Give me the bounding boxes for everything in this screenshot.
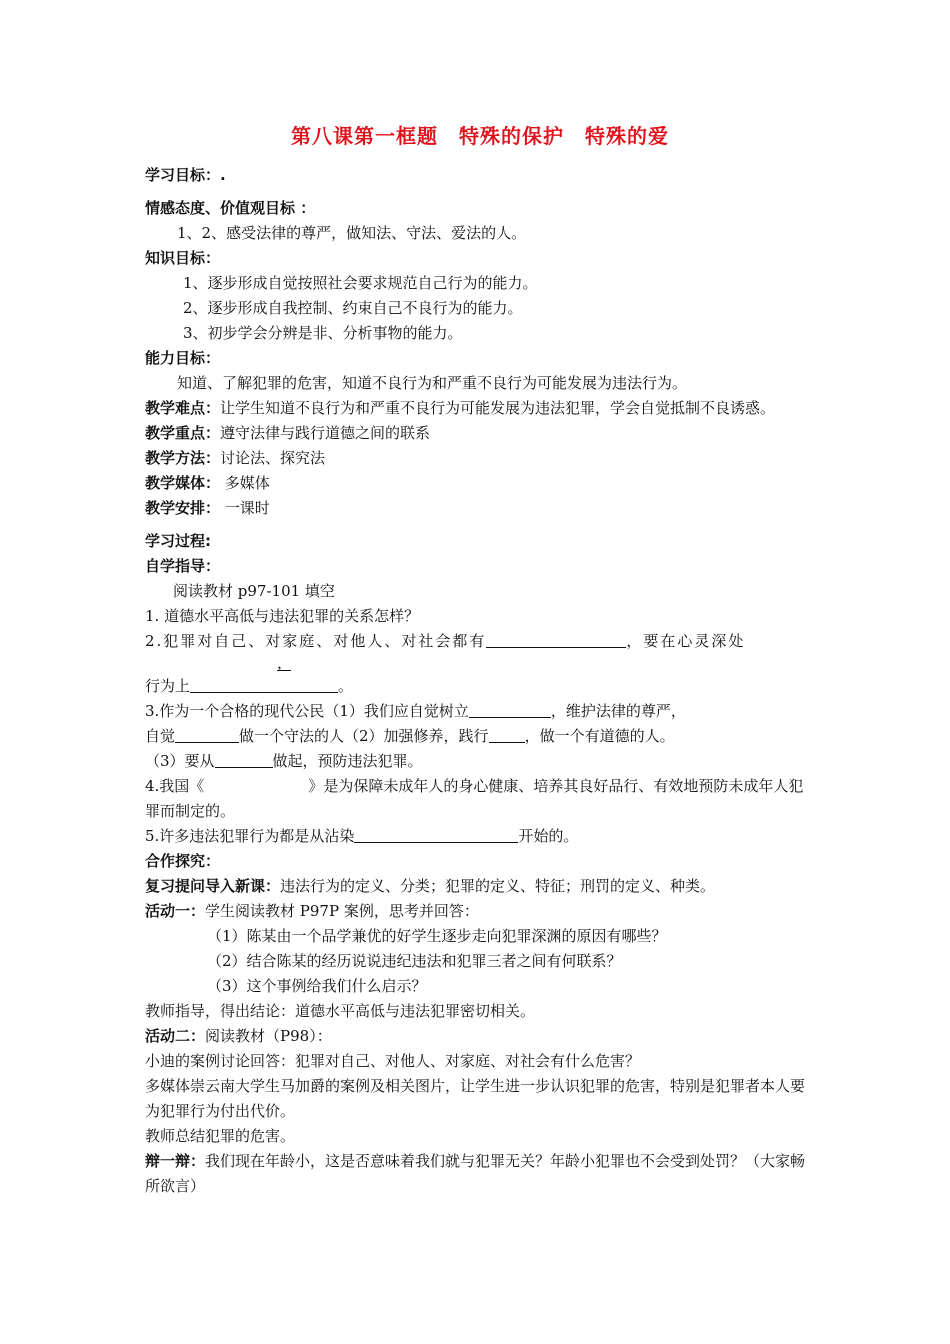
review-text: 违法行为的定义、分类；犯罪的定义、特征；刑罚的定义、种类。 (280, 877, 716, 895)
blank-3a[interactable] (469, 701, 551, 718)
question-3-line (145, 699, 815, 724)
emotion-heading: 情感态度、价值观目标 ： (145, 199, 316, 217)
focus-line (145, 421, 815, 446)
method-line (145, 446, 815, 471)
activity-2-summary: 教师总结犯罪的危害。 (145, 1127, 296, 1145)
method-text: 讨论法、探究法 (220, 449, 326, 467)
difficulty-label: 教学难点： (145, 399, 221, 417)
process-heading: 学习过程: (145, 532, 211, 550)
question-4-text-b: 》是为保障未成年人的身心健康、培养其良好品行、有效地预防未成年人犯罪而制定的。 (145, 777, 804, 820)
question-1: 1. 道德水平高低与违法犯罪的关系怎样？ (145, 607, 420, 625)
question-5-text-a: 5.许多违法犯罪行为都是从沾染 (145, 827, 355, 845)
activity-2-text: 阅读教材（P98）： (205, 1027, 332, 1045)
question-3-text-c: 自觉 (145, 727, 176, 745)
question-3-text-d: 做一个守法的人（2）加强修养，践行 (239, 727, 489, 745)
debate-text: 我们现在年龄小，这是否意味着我们就与犯罪无关？年龄小犯罪也不会受到处罚？（大家畅所欲言） (145, 1152, 806, 1195)
question-2-cont (145, 674, 815, 699)
activity-1-conclusion: 教师指导，得出结论：道德水平高低与违法犯罪密切相关。 (145, 1002, 536, 1020)
media-text: 多媒体 (220, 474, 270, 492)
selfstudy-heading: 自学指导： (145, 557, 221, 575)
debate-paragraph (145, 1149, 815, 1199)
method-label: 教学方法： (145, 449, 221, 467)
question-3-text-a: 3.作为一个合格的现代公民（1）我们应自觉树立 (145, 702, 469, 720)
read-instruction: 阅读教材 p97-101 填空 (173, 582, 335, 600)
question-4-text-a: 4.我国《 (145, 777, 205, 795)
activity-1-line (145, 899, 815, 924)
question-2-text-b: ，要在心灵深处 (626, 632, 746, 650)
blank-3d[interactable] (215, 751, 273, 768)
activity-1-text: 学生阅读教材 P97P 案例，思考并回答： (205, 902, 479, 920)
question-3-cont2 (145, 749, 815, 774)
question-2-line (145, 629, 815, 654)
activity-1-label: 活动一： (145, 902, 206, 920)
difficulty-paragraph (145, 396, 815, 421)
blank-2b[interactable]: ， (277, 654, 293, 672)
activity-1-item: （1）陈某由一个品学兼优的好学生逐步走向犯罪深渊的原因有哪些？ (207, 927, 667, 945)
activity-1-item: （2）结合陈某的经历说说违纪违法和犯罪三者之间有何联系？ (207, 952, 622, 970)
focus-label: 教学重点： (145, 424, 221, 442)
activity-2-discussion: 小迪的案例讨论回答：犯罪对自己、对他人、对家庭、对社会有什么危害？ (145, 1052, 641, 1070)
question-5-text-b: 开始的。 (518, 827, 579, 845)
question-3-text-g: 做起，预防违法犯罪。 (272, 752, 423, 770)
schedule-line (145, 496, 815, 521)
blank-3c[interactable] (489, 726, 525, 743)
question-3-text-f: （3）要从 (145, 752, 215, 770)
coop-heading: 合作探究： (145, 852, 221, 870)
debate-label: 辩一辩： (145, 1152, 206, 1170)
ability-text: 知道、了解犯罪的危害，知道不良行为和严重不良行为可能发展为违法行为。 (177, 374, 688, 392)
knowledge-item: 1、逐步形成自觉按照社会要求规范自己行为的能力。 (183, 274, 538, 292)
question-3-text-b: ，维护法律的尊严， (550, 702, 686, 720)
question-3-text-e: ，做一个有道德的人。 (524, 727, 675, 745)
emotion-item: 1、2、感受法律的尊严，做知法、守法、爱法的人。 (177, 224, 527, 242)
page-title: 第八课第一框题 特殊的保护 特殊的爱 (291, 124, 669, 148)
question-3-cont (145, 724, 815, 749)
focus-text: 遵守法律与践行道德之间的联系 (220, 424, 431, 442)
knowledge-item: 2、逐步形成自我控制、约束自己不良行为的能力。 (183, 299, 523, 317)
objectives-heading: 学习目标：. (145, 166, 226, 184)
knowledge-heading: 知识目标： (145, 249, 221, 267)
blank-2c[interactable] (190, 676, 338, 693)
blank-2a[interactable] (486, 631, 626, 648)
schedule-text: 一课时 (220, 499, 270, 517)
knowledge-item: 3、初步学会分辨是非、分析事物的能力。 (183, 324, 463, 342)
question-2-text-d: 。 (338, 677, 354, 695)
schedule-label: 教学安排： (145, 499, 221, 517)
document-page (145, 120, 815, 1199)
question-5-line (145, 824, 815, 849)
blank-3b[interactable] (175, 726, 239, 743)
activity-2-label: 活动二： (145, 1027, 206, 1045)
difficulty-text: 让学生知道不良行为和严重不良行为可能发展为违法犯罪，学会自觉抵制不良诱惑。 (220, 399, 776, 417)
ability-heading: 能力目标： (145, 349, 221, 367)
question-2-comma-line (145, 654, 815, 674)
blank-5[interactable] (354, 826, 518, 843)
activity-2-media: 多媒体崇云南大学生马加爵的案例及相关图片，让学生进一步认识犯罪的危害，特别是犯罪者本人要为犯罪行为付出代价。 (145, 1077, 806, 1120)
activity-1-item: （3）这个事例给我们什么启示？ (207, 977, 427, 995)
media-label: 教学媒体： (145, 474, 221, 492)
media-line (145, 471, 815, 496)
review-label: 复习提问导入新课： (145, 877, 281, 895)
question-2-text-c: 行为上 (145, 677, 191, 695)
question-2-text-a: 2.犯罪对自己、对家庭、对他人、对社会都有 (145, 632, 487, 650)
activity-2-line (145, 1024, 815, 1049)
question-4-paragraph (145, 774, 815, 824)
review-line (145, 874, 815, 899)
